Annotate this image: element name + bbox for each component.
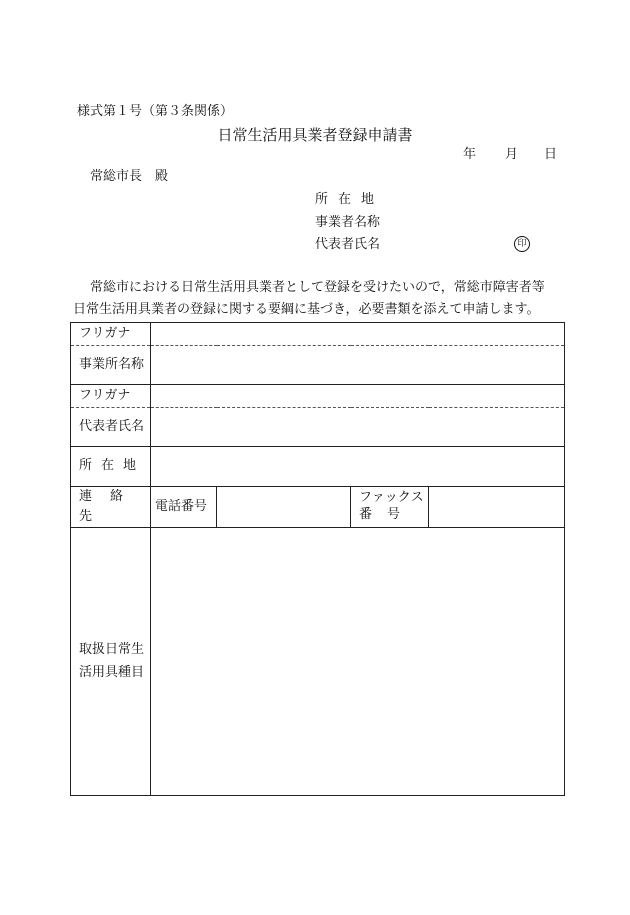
application-statement-line-1: 常総市における日常生活用具業者として登録を受けたいので，常総市障害者等 xyxy=(90,280,545,295)
phone-number-field[interactable] xyxy=(217,487,351,528)
office-address-label: 所在地 xyxy=(71,447,151,487)
applicant-representative-label: 代表者氏名 xyxy=(315,237,381,252)
date-day-label: 日 xyxy=(544,147,558,162)
handled-items-label-line-1: 取扱日常生 xyxy=(79,642,145,658)
office-furigana-label: フリガナ xyxy=(71,323,151,346)
phone-number-label: 電話番号 xyxy=(151,487,217,528)
representative-furigana-field[interactable] xyxy=(151,385,565,408)
office-furigana-field[interactable] xyxy=(151,323,565,346)
fax-number-field[interactable] xyxy=(429,487,565,528)
representative-furigana-label: フリガナ xyxy=(71,385,151,408)
handled-items-label-line-2: 活用具種目 xyxy=(79,664,145,680)
fax-label-line-1: ファックス xyxy=(359,490,424,506)
table-row xyxy=(71,385,565,408)
addressee: 常総市長 殿 xyxy=(90,169,169,184)
form-title: 日常生活用具業者登録申請書 xyxy=(217,126,413,144)
handled-items-field[interactable] xyxy=(151,528,565,796)
table-row xyxy=(71,447,565,487)
application-statement-line-2: 日常生活用具業者の登録に関する要綱に基づき，必要書類を添えて申請します。 xyxy=(73,302,540,317)
contact-label: 連絡先 xyxy=(71,487,151,528)
fax-number-label xyxy=(351,487,429,528)
seal-mark: 印 xyxy=(514,236,530,252)
table-row xyxy=(71,408,565,447)
date-month-label: 月 xyxy=(505,147,519,162)
handled-items-label xyxy=(71,528,151,796)
table-row xyxy=(71,323,565,346)
office-name-label: 事業所名称 xyxy=(71,346,151,385)
date-year-label: 年 xyxy=(463,147,477,162)
applicant-address-label: 所在地 xyxy=(315,192,385,207)
representative-name-field[interactable] xyxy=(151,408,565,447)
table-row xyxy=(71,346,565,385)
office-name-field[interactable] xyxy=(151,346,565,385)
form-number: 様式第１号（第３条関係） xyxy=(77,104,234,119)
registration-table xyxy=(70,322,565,796)
representative-name-label: 代表者氏名 xyxy=(71,408,151,447)
table-row xyxy=(71,528,565,796)
office-address-field[interactable] xyxy=(151,447,565,487)
fax-label-line-2: 番号 xyxy=(359,507,416,523)
applicant-business-name-label: 事業者名称 xyxy=(315,215,381,230)
table-row xyxy=(71,487,565,528)
